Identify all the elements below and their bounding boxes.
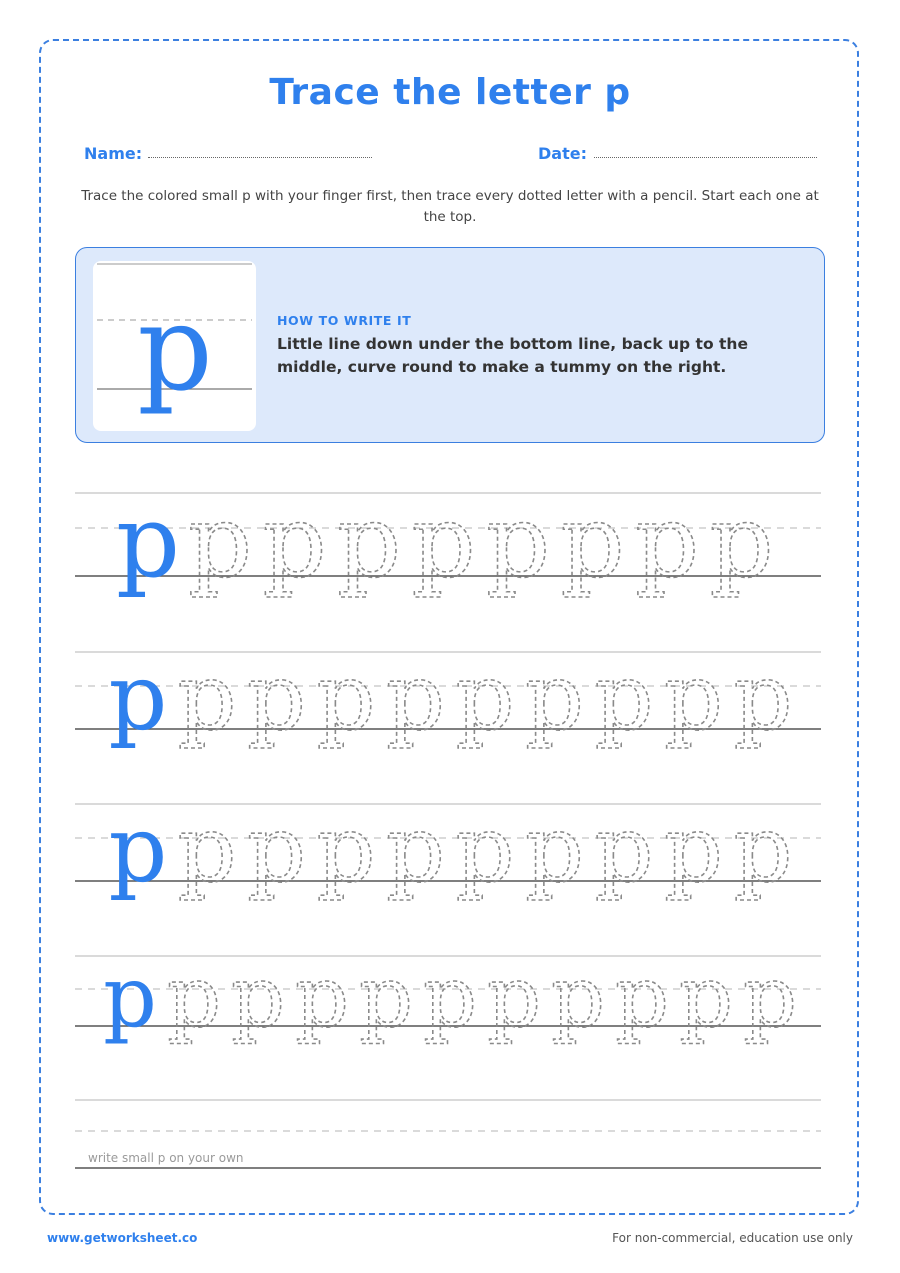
trace-letter: p [386, 796, 445, 903]
trace-letter: p [423, 948, 477, 1046]
trace-letter: p [525, 796, 584, 903]
instructions-text: Trace the colored small p with your finger first, then trace every dotted letter with a pencil. Start each one at the top. [81, 188, 819, 225]
usage-note: For non-commercial, education use only [612, 1231, 853, 1245]
trace-letter: p [231, 948, 285, 1046]
trace-letter: p [455, 796, 515, 903]
trace-letter: p [316, 796, 376, 903]
trace-letter: p [386, 644, 445, 751]
trace-letter: p [455, 644, 515, 751]
trace-letter: p [560, 483, 625, 600]
date-label: Date: [538, 144, 587, 163]
website-link[interactable]: www.getworksheet.co [47, 1231, 198, 1245]
trace-letter: p [247, 796, 306, 903]
model-letter: p [115, 483, 181, 600]
trace-letter: p [247, 644, 306, 751]
model-letter: p [103, 948, 157, 1046]
own-practice-label: write small p on your own [88, 1151, 244, 1165]
trace-letter: p [295, 948, 349, 1046]
trace-letter: p [664, 644, 723, 751]
trace-letter: p [709, 483, 774, 600]
name-label: Name: [84, 144, 143, 163]
trace-letter: p [359, 948, 413, 1046]
trace-letter: p [594, 796, 654, 903]
trace-letter: p [634, 483, 700, 600]
trace-letter: p [664, 796, 723, 903]
sample-letter-glyph: p [137, 279, 213, 417]
trace-letter: p [679, 948, 733, 1046]
trace-letter: p [316, 644, 376, 751]
model-letter: p [108, 644, 168, 751]
trace-letter: p [411, 483, 476, 600]
trace-letter: p [525, 644, 584, 751]
how-to-text: Little line down under the bottom line, back up to the middle, curve round to make a tummy on the right. [277, 335, 748, 376]
how-to-heading: HOW TO WRITE IT [277, 313, 412, 328]
trace-letter: p [594, 644, 654, 751]
trace-letter: p [187, 483, 253, 600]
trace-letter: p [615, 948, 669, 1046]
worksheet-title: Trace the letter p [269, 72, 631, 113]
trace-letter: p [167, 948, 221, 1046]
trace-letter: p [262, 483, 327, 600]
trace-letter: p [733, 644, 793, 751]
trace-letter: p [177, 796, 237, 903]
trace-letter: p [177, 644, 237, 751]
trace-letter: p [733, 796, 793, 903]
trace-letter: p [336, 483, 402, 600]
model-letter: p [108, 796, 168, 903]
trace-letter: p [551, 948, 605, 1046]
trace-letter: p [743, 948, 797, 1046]
trace-letter: p [485, 483, 551, 600]
trace-letter: p [487, 948, 541, 1046]
